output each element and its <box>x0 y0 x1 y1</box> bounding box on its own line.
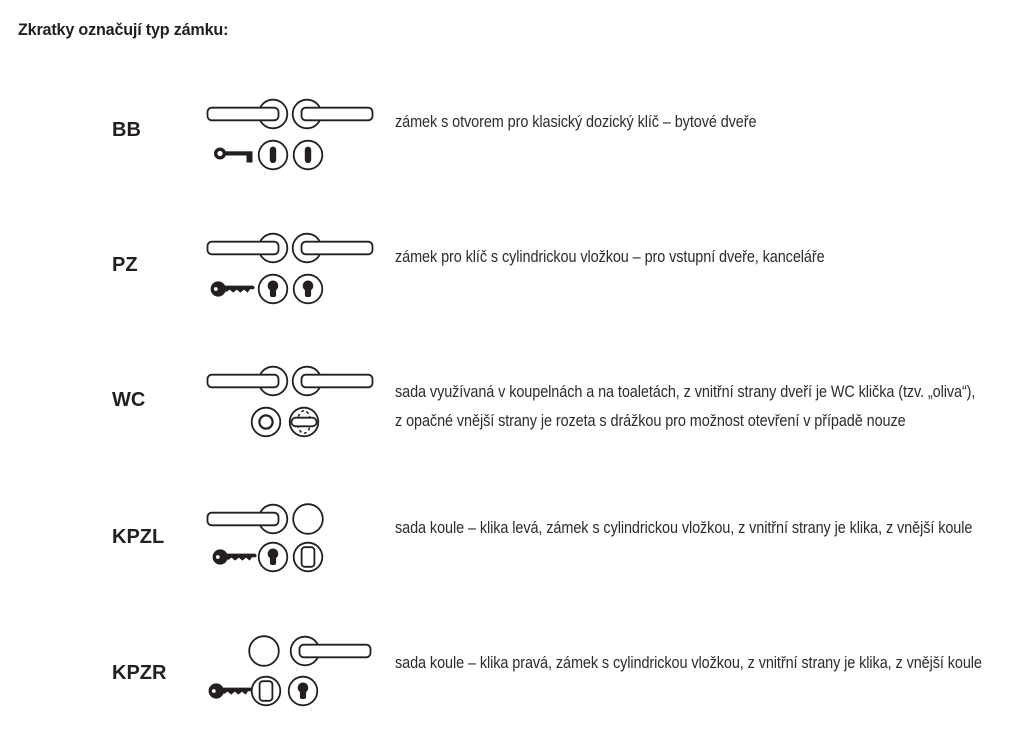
lever-handle-left-icon <box>206 365 290 397</box>
classic-key-icon <box>214 147 256 165</box>
pz-keyhole-rosette-icon <box>292 273 324 305</box>
cylinder-key-icon <box>210 279 256 299</box>
cylinder-key-icon <box>212 547 258 567</box>
lever-handle-left-icon <box>206 98 290 130</box>
lock-type-code-kpzl: KPZL <box>112 526 165 548</box>
bb-keyhole-rosette-icon <box>292 139 324 171</box>
cylinder-key-icon <box>208 681 254 701</box>
row-description-wc-line2: z opačné vnější strany je rozeta s drážkou pro možnost otevření v případě nouze <box>395 411 906 430</box>
bb-keyhole-rosette-icon <box>257 139 289 171</box>
door-knob-icon <box>292 503 324 535</box>
lock-type-code-kpzr: KPZR <box>112 662 167 684</box>
row-description-kpzr: sada koule – klika pravá, zámek s cylindrickou vložkou, z vnitřní strany je klika, z vnější koule <box>395 653 982 672</box>
row-description-kpzl: sada koule – klika levá, zámek s cylindrickou vložkou, z vnitřní strany je klika, z vnější koule <box>395 518 973 537</box>
lever-handle-right-icon <box>290 232 374 264</box>
lever-handle-right-icon <box>290 98 374 130</box>
page-title: Zkratky označují typ zámku: <box>18 20 229 39</box>
slotted-rosette-icon <box>250 406 282 438</box>
lever-handle-right-icon <box>290 365 374 397</box>
row-description-pz: zámek pro klíč s cylindrickou vložkou – pro vstupní dveře, kanceláře <box>395 247 825 266</box>
lever-handle-left-icon <box>206 232 290 264</box>
wc-thumbturn-rosette-icon <box>288 406 320 438</box>
pz-keyhole-rosette-icon <box>257 273 289 305</box>
row-description-wc <box>395 377 975 435</box>
row-description-wc-line1: sada využívaná v koupelnách a na toaletách, z vnitřní strany dveří je WC klička (tzv. „oliva“), <box>395 382 976 401</box>
lever-handle-left-icon <box>206 503 290 535</box>
lock-type-code-wc: WC <box>112 389 146 411</box>
pz-keyhole-rosette-icon <box>257 541 289 573</box>
lock-type-code-bb: BB <box>112 119 141 141</box>
blind-rosette-icon <box>292 541 324 573</box>
door-knob-icon <box>248 635 280 667</box>
lock-type-code-pz: PZ <box>112 254 138 276</box>
blind-rosette-icon <box>250 675 282 707</box>
lever-handle-right-icon <box>288 635 372 667</box>
row-description-bb: zámek s otvorem pro klasický dozický klíč – bytové dveře <box>395 112 757 131</box>
pz-keyhole-rosette-icon <box>287 675 319 707</box>
